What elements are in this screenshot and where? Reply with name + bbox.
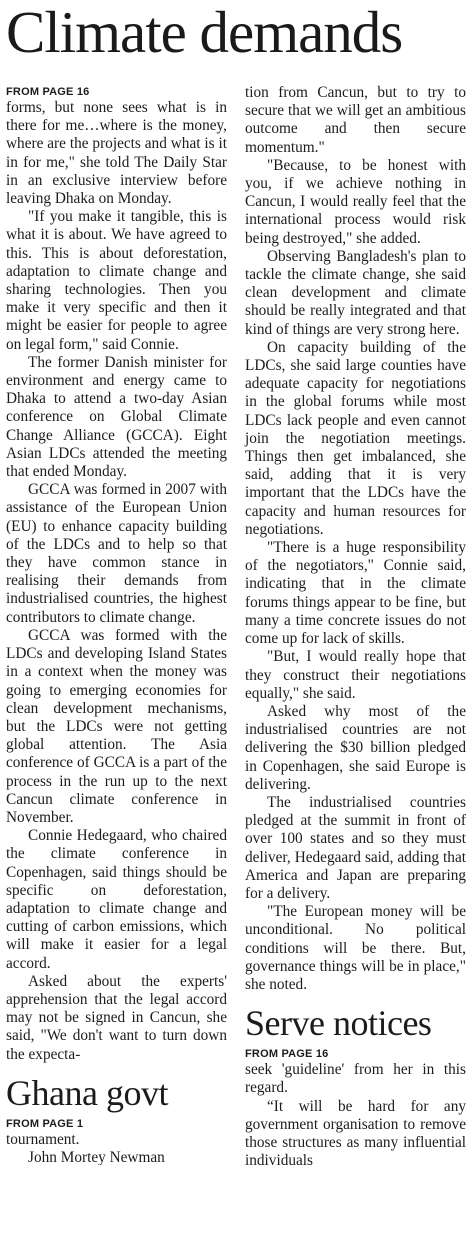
article-paragraph: "Because, to be honest with you, if we achieve nothing in Cancun, I would really feel that the international process would risk being destroyed," she added. (245, 156, 466, 247)
article-paragraph: GCCA was formed in 2007 with assistance of the European Union (EU) to enhance capacity building of the LDCs and to help so that they have common stance in realising their demands from industrialised countries, the highest contributors to climate change. (6, 481, 227, 626)
article-paragraph: “It will be hard for any government organisation to remove those structures as many influential individuals (245, 1097, 466, 1170)
article-paragraph: "But, I would really hope that they construct their negotiations equally," she said. (245, 648, 466, 702)
article-paragraph: Asked about the experts' apprehension that the legal accord may not be signed in Cancun, she said, "We don't want to turn down the expecta- (6, 972, 227, 1063)
article-paragraph: The former Danish minister for environment and energy came to Dhaka to attend a two-day Asian conference on Global Climate Change Alliance (GCCA). Eight Asian LDCs attended the meeting that ended Monday. (6, 353, 227, 481)
clipped-line (6, 1149, 227, 1165)
right-column (245, 84, 466, 1170)
left-column (6, 84, 227, 1165)
article-paragraph: Connie Hedegaard, who chaired the climate conference in Copenhagen, said things should be specific on deforestation, adaptation to climate change and cutting of carbon emissions, which will make it easier for a legal accord. (6, 827, 227, 972)
article-paragraph: tion from Cancun, but to try to secure that we will get an ambitious outcome and then secure momentum." (245, 84, 466, 156)
article-paragraph: Asked why most of the industrialised countries are not delivering the $30 billion pledged in Copenhagen, she said Europe is delivering. (245, 702, 466, 793)
article-paragraph: "There is a huge responsibility of the negotiators," Connie said, indicating that in the climate forums things appear to be fine, but many a time concrete issues do not come up for lack of skills. (245, 539, 466, 648)
serve-notices-headline: Serve notices (245, 1003, 432, 1044)
article-paragraph: seek 'guideline' from her in this regard. (245, 1061, 466, 1097)
continuation-kicker: FROM PAGE 16 (6, 86, 90, 98)
article-paragraph: John Mortey Newman (28, 1148, 165, 1165)
article-paragraph: forms, but none sees what is in there for me…where is the money, where are the projects and what is it in for me," she told The Daily Star in an exclusive interview before leaving Dhaka on Monday. (6, 99, 227, 208)
article-paragraph: "If you make it tangible, this is what it is about. We have agreed to this. This is about deforestation, adaptation to climate change and sharing technologies. Then you make it very specific and then it might be easier for people to agree on legal form," said Connie. (6, 208, 227, 353)
article-paragraph: On capacity building of the LDCs, she said large counties have adequate capacity for negotiations in the global forums while most LDCs lack people and even cannot join the negotiation meetings. Things then get imbalanced, she said, adding that it is very important that the LDCs have the capacity and human resources for negotiations. (245, 338, 466, 538)
continuation-kicker: FROM PAGE 16 (245, 1048, 329, 1061)
continuation-kicker: FROM PAGE 1 (6, 1117, 84, 1130)
article-paragraph: "The European money will be unconditional. No political conditions will be there. But, governance things will be in place," she noted. (245, 903, 466, 993)
article-paragraph: tournament. (6, 1130, 80, 1148)
main-headline: Climate demands (6, 0, 403, 65)
article-paragraph: The industrialised countries pledged at the summit in front of over 100 states and so they must deliver, Hedegaard said, adding that America and Japan are preparing for a delivery. (245, 793, 466, 902)
article-paragraph: GCCA was formed with the LDCs and developing Island States in a context when the money was going to emerging economies for clean development mechanisms, but the LDCs were not getting global attention. The Asia conference of GCCA is a part of the process in the run up to the next Cancun climate conference in November. (6, 626, 227, 826)
ghana-govt-headline: Ghana govt (6, 1072, 168, 1113)
article-paragraph: Observing Bangladesh's plan to tackle the climate change, she said clean development and climate should be really integrated and that kind of things are very strong here. (245, 247, 466, 338)
